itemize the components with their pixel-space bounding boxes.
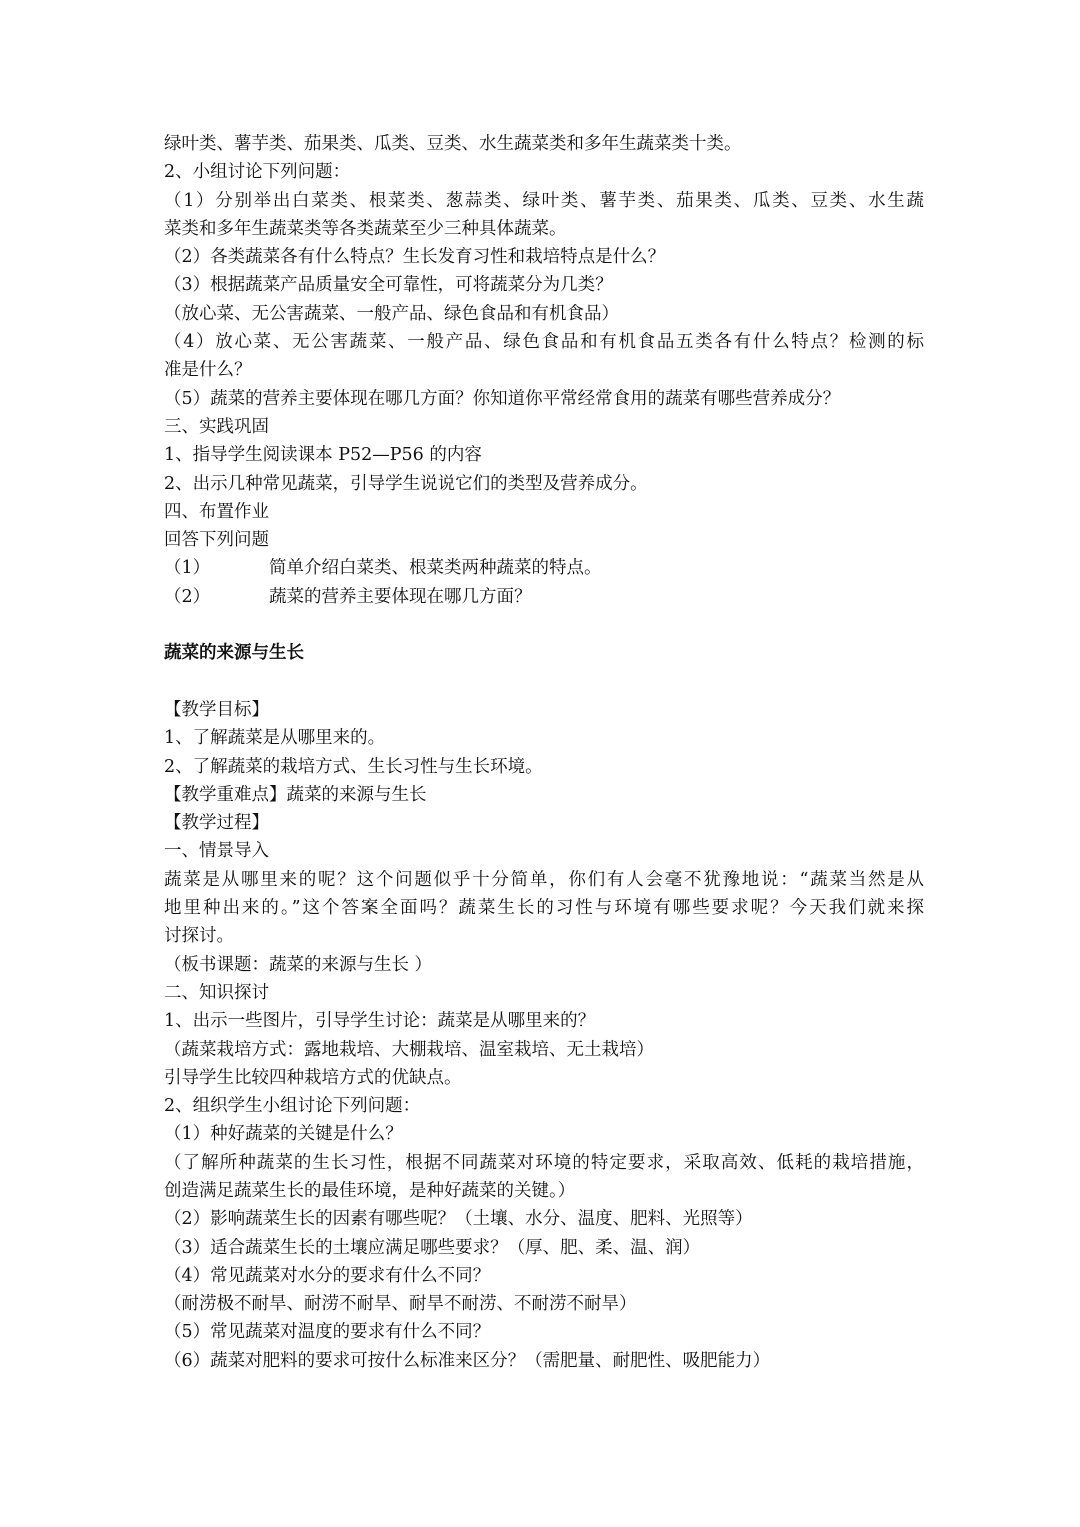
section-heading: 一、情景导入 — [164, 841, 269, 862]
paragraph-line: 绿叶类、薯芋类、茄果类、瓜类、豆类、水生蔬菜类和多年生蔬菜类十类。 — [164, 134, 742, 154]
paragraph-line: （1）分别举出白菜类、根菜类、葱蒜类、绿叶类、薯芋类、茄果类、瓜类、豆类、水生蔬 — [164, 190, 924, 211]
homework-item-text: 简单介绍白菜类、根菜类两种蔬菜的特点。 — [269, 558, 602, 579]
paragraph-line: 1、指导学生阅读课本 P52—P56 的内容 — [164, 445, 482, 466]
paragraph-line: 蔬菜是从哪里来的呢？这个问题似乎十分简单，你们有人会毫不犹豫地说：“蔬菜当然是从 — [164, 869, 924, 890]
paragraph-line: 准是什么？ — [164, 360, 252, 381]
homework-item — [164, 583, 924, 611]
lesson-title: 蔬菜的来源与生长 — [164, 643, 304, 664]
paragraph-line: （2）影响蔬菜生长的因素有哪些呢？（土壤、水分、温度、肥料、光照等） — [164, 1209, 753, 1230]
paragraph-line: （板书课题：蔬菜的来源与生长 ） — [164, 954, 433, 975]
spacer — [164, 611, 924, 639]
homework-item-number: （2） — [164, 586, 211, 607]
document-page — [164, 130, 924, 1375]
paragraph-line: 引导学生比较四种栽培方式的优缺点。 — [164, 1067, 462, 1088]
paragraph-line: （了解所种蔬菜的生长习性，根据不同蔬菜对环境的特定要求，采取高效、低耗的栽培措施， — [164, 1152, 924, 1173]
paragraph-line: 创造满足蔬菜生长的最佳环境，是种好蔬菜的关键。） — [164, 1180, 576, 1201]
paragraph-line: 菜类和多年生蔬菜类等各类蔬菜至少三种具体蔬菜。 — [164, 218, 567, 239]
paragraph-line: 2、出示几种常见蔬菜，引导学生说说它们的类型及营养成分。 — [164, 473, 648, 494]
section-heading: 三、实践巩固 — [164, 416, 269, 437]
paragraph-line: （3）根据蔬菜产品质量安全可靠性，可将蔬菜分为几类？ — [164, 275, 613, 296]
homework-item — [164, 554, 924, 582]
paragraph-line: （6）蔬菜对肥料的要求可按什么标准来区分？（需肥量、耐肥性、吸肥能力） — [164, 1350, 771, 1371]
paragraph-line: 1、出示一些图片，引导学生讨论：蔬菜是从哪里来的？ — [164, 1011, 596, 1032]
paragraph-line: 2、了解蔬菜的栽培方式、生长习性与生长环境。 — [164, 756, 543, 777]
paragraph-line: 回答下列问题 — [164, 530, 269, 551]
paragraph-line: 2、组织学生小组讨论下列问题： — [164, 1096, 421, 1117]
paragraph-line: （蔬菜栽培方式：露地栽培、大棚栽培、温室栽培、无土栽培） — [164, 1039, 654, 1060]
paragraph-line: （3）适合蔬菜生长的土壤应满足哪些要求？（厚、肥、柔、温、润） — [164, 1237, 701, 1258]
paragraph-line: （耐涝极不耐旱、耐涝不耐旱、耐旱不耐涝、不耐涝不耐旱） — [164, 1294, 637, 1315]
homework-item-number: （1） — [164, 558, 211, 579]
paragraph-line: （4）放心菜、无公害蔬菜、一般产品、绿色食品和有机食品五类各有什么特点？检测的标 — [164, 332, 924, 353]
paragraph-line: （4）常见蔬菜对水分的要求有什么不同？ — [164, 1265, 491, 1286]
spacer — [164, 668, 924, 696]
paragraph-line: 【教学过程】 — [164, 813, 269, 834]
paragraph-line: 【教学目标】 — [164, 699, 269, 720]
paragraph-line: 2、小组讨论下列问题： — [164, 162, 351, 183]
paragraph-line: 地里种出来的。”这个答案全面吗？蔬菜生长的习性与环境有哪些要求呢？今天我们就来探 — [164, 898, 924, 919]
paragraph-line: （5）蔬菜的营养主要体现在哪几方面？你知道你平常经常食用的蔬菜有哪些营养成分？ — [164, 388, 841, 409]
section-heading: 二、知识探讨 — [164, 982, 269, 1003]
paragraph-line: 讨探讨。 — [164, 926, 234, 947]
paragraph-line: （放心菜、无公害蔬菜、一般产品、绿色食品和有机食品） — [164, 303, 619, 324]
paragraph-line: 【教学重难点】蔬菜的来源与生长 — [164, 784, 427, 805]
homework-item-text: 蔬菜的营养主要体现在哪几方面？ — [269, 586, 532, 607]
paragraph-line: （1）种好蔬菜的关键是什么？ — [164, 1124, 403, 1145]
paragraph-line: （5）常见蔬菜对温度的要求有什么不同？ — [164, 1322, 491, 1343]
paragraph-line: （2）各类蔬菜各有什么特点？生长发育习性和栽培特点是什么？ — [164, 247, 666, 268]
paragraph-line: 1、了解蔬菜是从哪里来的。 — [164, 728, 386, 749]
section-heading: 四、布置作业 — [164, 501, 269, 522]
